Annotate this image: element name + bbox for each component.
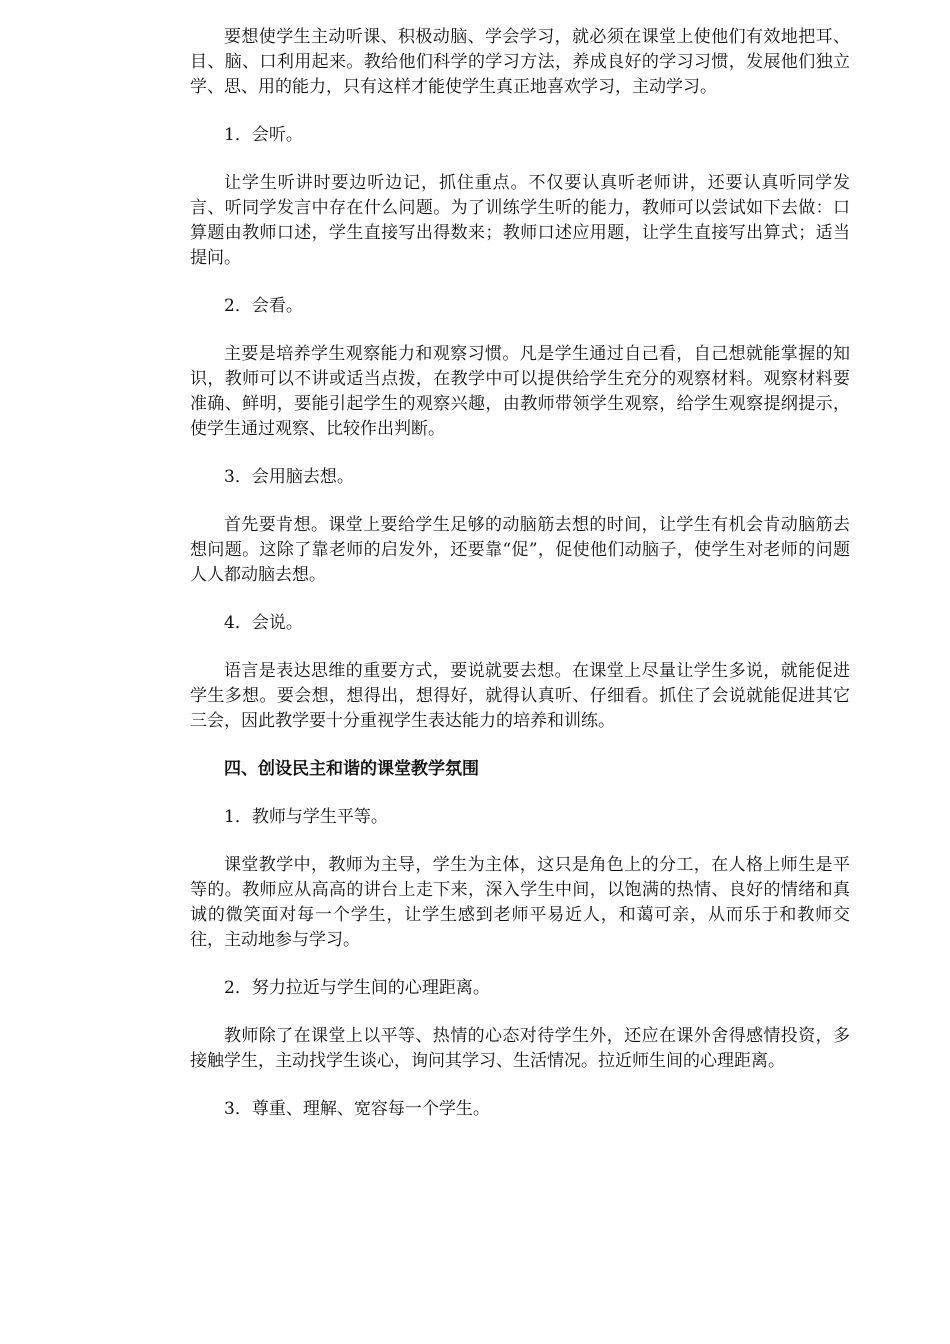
item-equality: 1．教师与学生平等。 [224,807,388,827]
item-look: 2．会看。 [224,296,303,316]
item-think: 3．会用脑去想。 [224,467,354,487]
item-respect: 3．尊重、理解、宽容每一个学生。 [224,1099,490,1119]
paragraph-look: 主要是培养学生观察能力和观察习惯。凡是学生通过自己看，自己想就能掌握的知识，教师可以不讲或适当点拨，在教学中可以提供给学生充分的观察材料。观察材料要准确、鲜明，要能引起学生的观察兴趣，由教师带领学生观察，给学生观察提纲提示，使学生通过观察、比较作出判断。 [190,344,850,439]
paragraph-think: 首先要肯想。课堂上要给学生足够的动脑筋去想的时间，让学生有机会肯动脑筋去想问题。这除了靠老师的启发外，还要靠“促”，促使他们动脑子，使学生对老师的问题人人都动脑去想。 [190,515,850,585]
paragraph-distance: 教师除了在课堂上以平等、热情的心态对待学生外，还应在课外舍得感情投资，多接触学生，主动找学生谈心，询问其学习、生活情况。拉近师生间的心理距离。 [190,1026,850,1071]
paragraph-listen: 让学生听讲时要边听边记，抓住重点。不仅要认真听老师讲，还要认真听同学发言、听同学发言中存在什么问题。为了训练学生听的能力，教师可以尝试如下去做：口算题由教师口述，学生直接写出得数来；教师口述应用题，让学生直接写出算式；适当提问。 [190,173,850,268]
paragraph-speak: 语言是表达思维的重要方式，要说就要去想。在课堂上尽量让学生多说，就能促进学生多想。要会想，想得出，想得好，就得认真听、仔细看。抓住了会说就能促进其它三会，因此教学要十分重视学生表达能力的培养和训练。 [190,661,850,731]
paragraph-equality: 课堂教学中，教师为主导，学生为主体，这只是角色上的分工，在人格上师生是平等的。教师应从高高的讲台上走下来，深入学生中间，以饱满的热情、良好的情绪和真诚的微笑面对每一个学生，让学生感到老师平易近人，和蔼可亲，从而乐于和教师交往，主动地参与学习。 [190,855,850,950]
paragraph-study-methods: 要想使学生主动听课、积极动脑、学会学习，就必须在课堂上使他们有效地把耳、目、脑、口利用起来。教给他们科学的学习方法，养成良好的学习习惯，发展他们独立学、思、用的能力，只有这样才能使学生真正地喜欢学习，主动学习。 [190,27,850,97]
item-distance: 2．努力拉近与学生间的心理距离。 [224,978,490,998]
section-heading-four: 四、创设民主和谐的课堂教学氛围 [224,759,479,779]
document-page [190,25,850,1145]
item-listen: 1．会听。 [224,125,303,145]
item-speak: 4．会说。 [224,613,303,633]
